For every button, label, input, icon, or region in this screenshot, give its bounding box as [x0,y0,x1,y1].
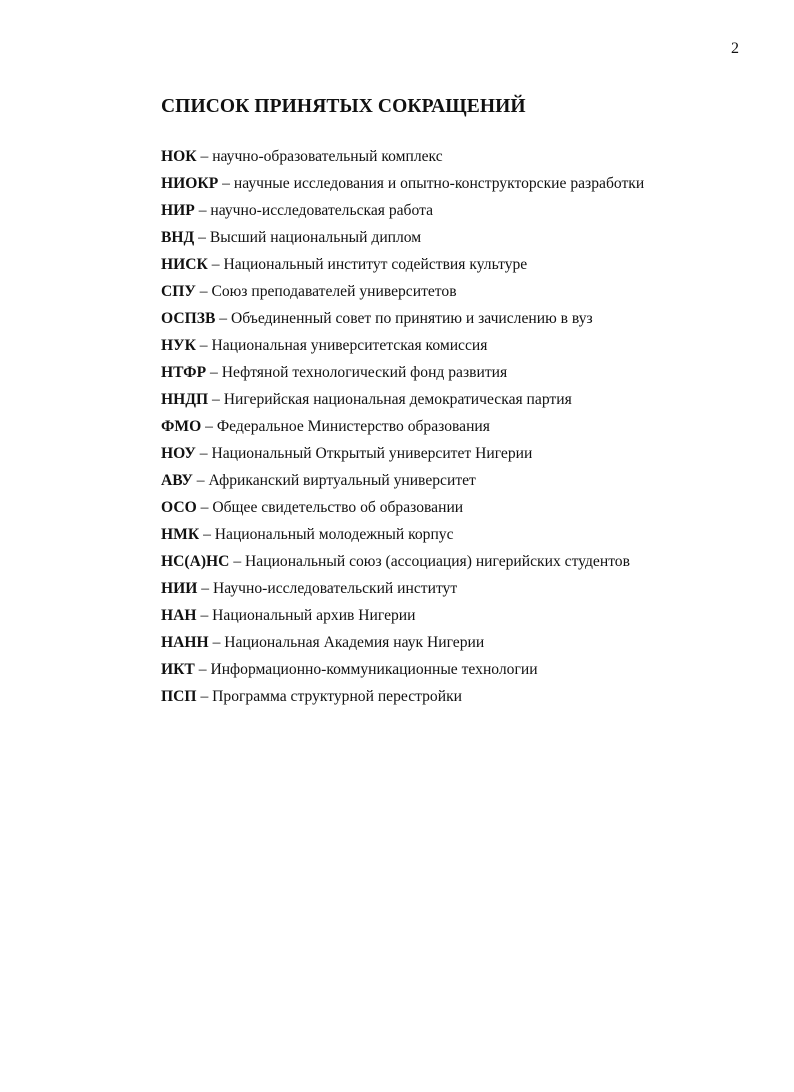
list-item [161,143,761,170]
abbreviation-term: ННДП [161,391,209,408]
abbreviation-term: НИОКР [161,175,219,192]
separator: – [196,472,205,489]
abbreviation-term: НАНН [161,634,209,651]
abbreviation-term: НУК [161,337,196,354]
abbreviation-list [161,143,761,710]
abbreviation-definition: Программа структурной перестройки [212,688,462,705]
abbreviation-term: СПУ [161,283,196,300]
abbreviation-term: НИИ [161,580,198,597]
abbreviation-term: ФМО [161,418,202,435]
separator: – [199,337,208,354]
abbreviation-term: НТФР [161,364,207,381]
abbreviation-definition: Информационно-коммуникационные технологии [210,661,538,678]
list-item [161,467,761,494]
separator: – [200,499,209,516]
separator: – [219,310,228,327]
abbreviation-definition: научно-исследовательская работа [210,202,433,219]
abbreviation-definition: Объединенный совет по принятию и зачислению в вуз [230,310,593,327]
abbreviation-definition: Национальный институт содействия культуре [223,256,528,273]
list-item [161,278,761,305]
separator: – [233,553,242,570]
abbreviation-definition: Высший национальный диплом [209,229,422,246]
separator: – [198,661,207,678]
abbreviation-term: ИКТ [161,661,195,678]
abbreviation-term: НМК [161,526,200,543]
list-item [161,332,761,359]
separator: – [199,283,208,300]
separator: – [203,526,211,543]
list-item [161,386,761,413]
abbreviation-definition: Общее свидетельство об образовании [212,499,464,516]
abbreviation-term: ВНД [161,229,195,246]
list-item [161,440,761,467]
abbreviation-term: ПСП [161,688,197,705]
separator: – [201,580,210,597]
abbreviation-term: ОСПЗВ [161,310,216,327]
page-number: 2 [731,40,739,57]
list-item [161,359,761,386]
abbreviation-definition: Федеральное Министерство образования [216,418,490,435]
separator: – [210,364,218,381]
abbreviation-definition: Национальный архив Нигерии [212,607,416,624]
abbreviation-term: НОУ [161,445,196,462]
abbreviation-term: ОСО [161,499,197,516]
abbreviation-term: АВУ [161,472,193,489]
separator: – [198,202,207,219]
abbreviation-definition: Национальный союз (ассоциация) нигерийских студентов [245,553,630,570]
abbreviation-term: НОК [161,148,197,165]
abbreviation-definition: Союз преподавателей университетов [211,283,457,300]
abbreviation-term: НС(А)НС [161,553,230,570]
separator: – [198,229,206,246]
separator: – [212,391,220,408]
list-item [161,170,761,197]
list-item [161,521,761,548]
separator: – [212,634,221,651]
abbreviation-term: НИСК [161,256,208,273]
list-item [161,197,761,224]
separator: – [200,688,209,705]
list-item [161,656,761,683]
abbreviation-definition: Национальный молодежный корпус [214,526,454,543]
list-item [161,575,761,602]
page-title: СПИСОК ПРИНЯТЫХ СОКРАЩЕНИЙ [161,96,526,117]
list-item [161,305,761,332]
abbreviation-definition: Нигерийская национальная демократическая партия [223,391,572,408]
abbreviation-definition: научные исследования и опытно-конструкторские разработки [233,175,645,192]
abbreviation-definition: научно-образовательный комплекс [212,148,443,165]
abbreviation-definition: Национальная Академия наук Нигерии [224,634,485,651]
separator: – [222,175,230,192]
separator: – [200,148,209,165]
list-item [161,251,761,278]
separator: – [211,256,220,273]
abbreviation-definition: Национальная университетская комиссия [211,337,488,354]
list-item [161,494,761,521]
abbreviation-definition: Национальный Открытый университет Нигерии [211,445,533,462]
abbreviation-term: НИР [161,202,195,219]
separator: – [199,445,208,462]
abbreviation-definition: Нефтяной технологический фонд развития [221,364,508,381]
separator: – [205,418,213,435]
separator: – [200,607,209,624]
list-item [161,548,761,575]
list-item [161,413,761,440]
list-item [161,629,761,656]
list-item [161,602,761,629]
abbreviation-term: НАН [161,607,197,624]
abbreviation-definition: Африканский виртуальный университет [208,472,476,489]
abbreviation-definition: Научно-исследовательский институт [213,580,458,597]
list-item [161,224,761,251]
list-item [161,683,761,710]
